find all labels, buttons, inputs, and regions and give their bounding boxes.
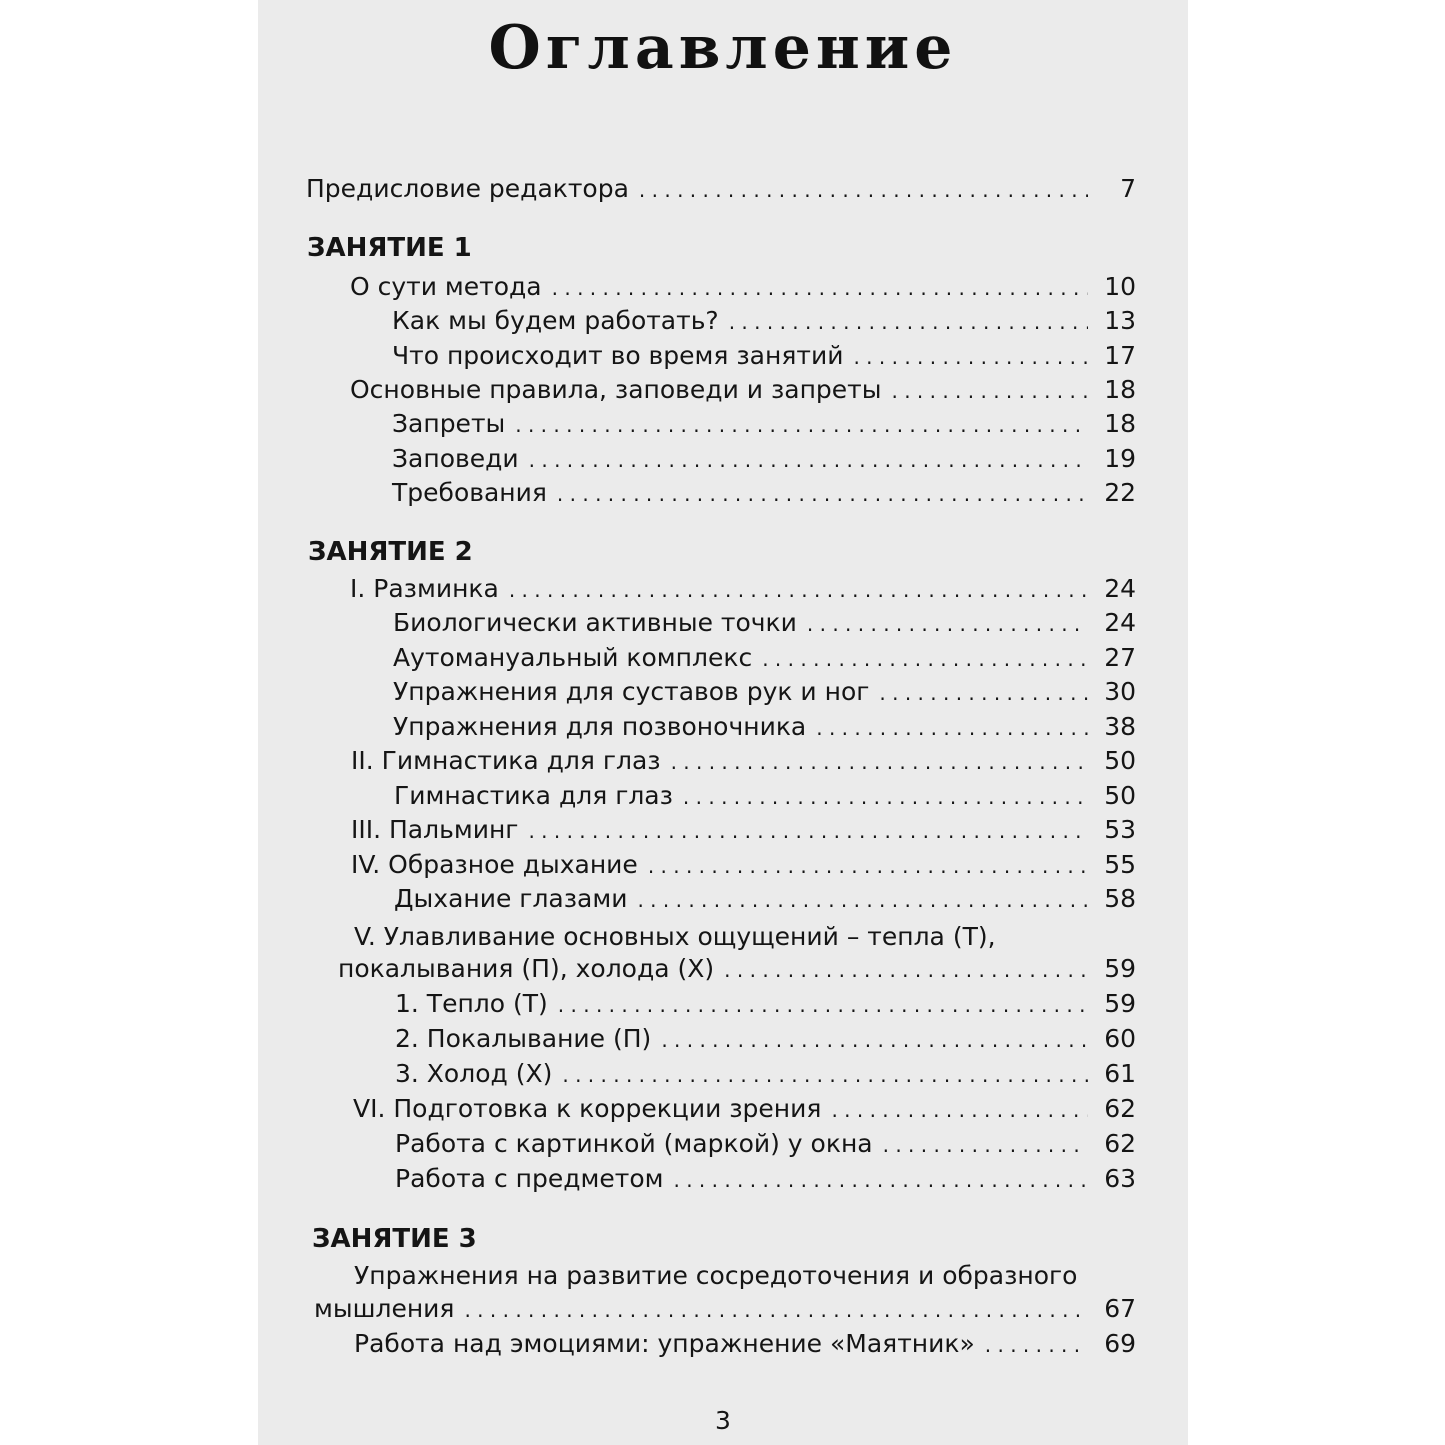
toc-entry xyxy=(393,675,1136,710)
toc-entry xyxy=(392,304,1136,339)
toc-entry-label: Аутомануальный комплекс xyxy=(393,643,753,672)
dot-leader xyxy=(637,883,1088,917)
dot-leader xyxy=(529,443,1088,477)
dot-leader xyxy=(762,642,1088,676)
toc-entry-label: Работа с предметом xyxy=(395,1164,664,1193)
toc-entry xyxy=(395,1022,1136,1057)
toc-entry xyxy=(392,476,1136,511)
dot-leader xyxy=(528,814,1088,848)
dot-leader xyxy=(671,745,1088,779)
toc-entry-label: Заповеди xyxy=(392,444,519,473)
toc-entry xyxy=(314,1292,1136,1327)
toc-entry xyxy=(351,848,1136,883)
section-heading-lesson-3: ЗАНЯТИЕ 3 xyxy=(312,1224,477,1254)
toc-entry-label: 3. Холод (Х) xyxy=(395,1059,553,1088)
toc-entry-page: 50 xyxy=(1104,746,1136,775)
toc-entry xyxy=(393,606,1136,641)
dot-leader xyxy=(807,607,1088,641)
toc-entry xyxy=(395,1127,1136,1162)
dot-leader xyxy=(673,1163,1088,1197)
toc-entry-page: 67 xyxy=(1104,1294,1136,1323)
toc-entry xyxy=(350,270,1136,305)
toc-entry-page: 59 xyxy=(1104,954,1136,983)
toc-entry-label: V. Улавливание основных ощущений – тепла (Т), xyxy=(354,922,996,951)
toc-entry-page: 59 xyxy=(1104,989,1136,1018)
toc-entry-page: 69 xyxy=(1104,1329,1136,1358)
toc-entry-page: 30 xyxy=(1104,677,1136,706)
dot-leader xyxy=(724,953,1088,987)
dot-leader xyxy=(515,408,1088,442)
toc-entry xyxy=(353,1092,1136,1127)
toc-entry-page: 18 xyxy=(1104,409,1136,438)
toc-entry xyxy=(351,744,1136,779)
dot-leader xyxy=(661,1023,1088,1057)
toc-entry-page: 24 xyxy=(1104,608,1136,637)
dot-leader xyxy=(558,988,1088,1022)
toc-entry-page: 17 xyxy=(1104,341,1136,370)
page-title: Оглавление xyxy=(488,13,958,83)
toc-entry xyxy=(392,442,1136,477)
book-page xyxy=(258,0,1188,1445)
toc-entry-page: 53 xyxy=(1104,815,1136,844)
toc-entry-page: 19 xyxy=(1104,444,1136,473)
section-heading-lesson-2: ЗАНЯТИЕ 2 xyxy=(308,537,473,567)
dot-leader xyxy=(509,573,1088,607)
toc-entry-label: Работа над эмоциями: упражнение «Маятник» xyxy=(354,1329,975,1358)
toc-entry-label: III. Пальминг xyxy=(351,815,519,844)
toc-entry-label: Упражнения на развитие сосредоточения и образного xyxy=(354,1261,1078,1290)
toc-entry-page: 7 xyxy=(1120,174,1136,203)
toc-entry-label: Работа с картинкой (маркой) у окна xyxy=(395,1129,873,1158)
dot-leader xyxy=(816,711,1088,745)
toc-entry-page: 13 xyxy=(1104,306,1136,335)
toc-entry xyxy=(395,1162,1136,1197)
dot-leader xyxy=(464,1293,1088,1327)
toc-entry xyxy=(395,987,1136,1022)
toc-entry-label: 1. Тепло (Т) xyxy=(395,989,548,1018)
toc-entry-label: Как мы будем работать? xyxy=(392,306,719,335)
toc-entry-label: Запреты xyxy=(392,409,506,438)
dot-leader xyxy=(557,477,1088,511)
toc-entry-page: 63 xyxy=(1104,1164,1136,1193)
toc-entry-label: Упражнения для позвоночника xyxy=(393,712,807,741)
toc-entry xyxy=(392,407,1136,442)
toc-entry xyxy=(350,572,1136,607)
toc-entry xyxy=(393,641,1136,676)
toc-entry-page: 61 xyxy=(1104,1059,1136,1088)
toc-entry-label: IV. Образное дыхание xyxy=(351,850,638,879)
toc-entry-label: 2. Покалывание (П) xyxy=(395,1024,652,1053)
toc-entry xyxy=(395,1057,1136,1092)
dot-leader xyxy=(552,271,1088,305)
toc-entry-label: Упражнения для суставов рук и ног xyxy=(393,677,870,706)
toc-entry xyxy=(392,339,1136,374)
toc-entry-page: 58 xyxy=(1104,884,1136,913)
dot-leader xyxy=(879,676,1088,710)
dot-leader xyxy=(853,340,1088,374)
toc-entry-page: 10 xyxy=(1104,272,1136,301)
toc-entry xyxy=(351,813,1136,848)
toc-entry-page: 38 xyxy=(1104,712,1136,741)
toc-entry xyxy=(394,779,1136,814)
toc-entry-page: 60 xyxy=(1104,1024,1136,1053)
toc-entry-page: 18 xyxy=(1104,375,1136,404)
dot-leader xyxy=(683,780,1088,814)
toc-entry-page: 62 xyxy=(1104,1129,1136,1158)
toc-entry-label-continued: мышления xyxy=(314,1294,455,1323)
toc-entry-page: 55 xyxy=(1104,850,1136,879)
dot-leader xyxy=(891,374,1088,408)
toc-entry xyxy=(350,373,1136,408)
toc-entry-page: 24 xyxy=(1104,574,1136,603)
dot-leader xyxy=(985,1328,1088,1362)
toc-entry-page: 50 xyxy=(1104,781,1136,810)
dot-leader xyxy=(562,1058,1088,1092)
toc-entry-label: Дыхание глазами xyxy=(394,884,628,913)
dot-leader xyxy=(831,1093,1088,1127)
toc-entry-label: VI. Подготовка к коррекции зрения xyxy=(353,1094,822,1123)
toc-entry-label: Что происходит во время занятий xyxy=(392,341,844,370)
toc-entry-label: Основные правила, заповеди и запреты xyxy=(350,375,882,404)
toc-entry-preface xyxy=(306,172,1136,207)
dot-leader xyxy=(639,173,1088,207)
toc-entry xyxy=(394,882,1136,917)
toc-entry-label: Предисловие редактора xyxy=(306,174,629,203)
toc-entry xyxy=(338,952,1136,987)
table-of-contents xyxy=(258,0,1188,1400)
toc-entry-label-continued: покалывания (П), холода (Х) xyxy=(338,954,715,983)
toc-entry-page: 27 xyxy=(1104,643,1136,672)
page-number: 3 xyxy=(715,1406,731,1435)
toc-entry-label: О сути метода xyxy=(350,272,542,301)
dot-leader xyxy=(883,1128,1088,1162)
toc-entry-label: I. Разминка xyxy=(350,574,499,603)
toc-entry-label: Биологически активные точки xyxy=(393,608,797,637)
toc-entry-label: II. Гимнастика для глаз xyxy=(351,746,661,775)
toc-entry-page: 22 xyxy=(1104,478,1136,507)
dot-leader xyxy=(648,849,1088,883)
toc-entry-label: Гимнастика для глаз xyxy=(394,781,673,810)
toc-entry xyxy=(393,710,1136,745)
dot-leader xyxy=(729,305,1088,339)
toc-entry-label: Требования xyxy=(392,478,547,507)
toc-entry xyxy=(354,1327,1136,1362)
section-heading-lesson-1: ЗАНЯТИЕ 1 xyxy=(307,233,472,263)
toc-entry-page: 62 xyxy=(1104,1094,1136,1123)
